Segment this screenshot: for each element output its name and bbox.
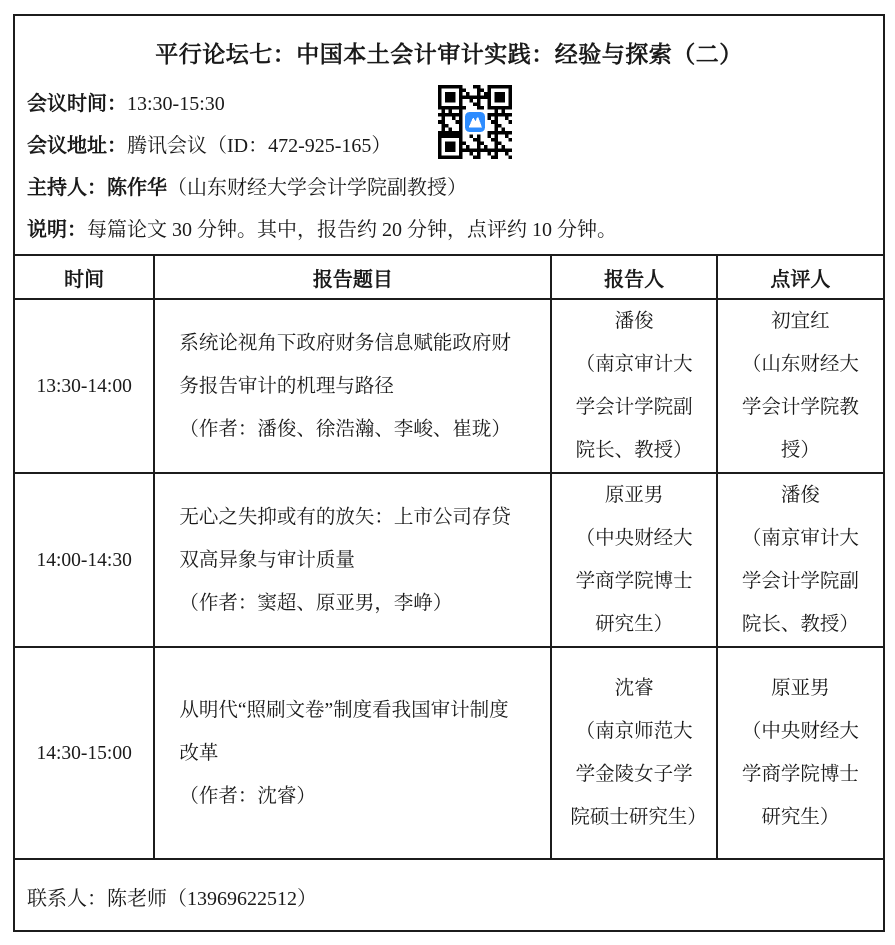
presenter-affiliation: （中央财经大学商学院博士研究生） bbox=[575, 528, 693, 635]
paper-title: 无心之失抑或有的放矢：上市公司存贷双高异象与审计质量 bbox=[179, 506, 511, 571]
tencent-meeting-logo bbox=[465, 112, 485, 132]
session-time: 14:00-14:30 bbox=[15, 473, 154, 647]
session-time: 14:30-15:00 bbox=[15, 647, 154, 859]
col-header-time: 时间 bbox=[15, 255, 154, 299]
presenter-cell bbox=[551, 473, 716, 647]
paper-title-cell bbox=[154, 473, 551, 647]
commenter-name: 初宜红 bbox=[771, 311, 830, 332]
paper-title: 从明代“照刷文卷”制度看我国审计制度改革 bbox=[179, 699, 509, 764]
commenter-cell bbox=[717, 299, 883, 473]
meeting-place-value: 腾讯会议（ID：472-925-165） bbox=[127, 135, 392, 157]
contact-text: 联系人：陈老师（13969622512） bbox=[27, 888, 317, 910]
commenter-affiliation: （南京审计大学会计学院副院长、教授） bbox=[741, 528, 859, 635]
presenter-affiliation: （南京师范大学金陵女子学院硕士研究生） bbox=[570, 721, 707, 828]
table-row bbox=[15, 647, 883, 859]
host-label: 主持人： bbox=[27, 177, 107, 199]
paper-title-cell bbox=[154, 299, 551, 473]
tencent-meeting-qr-code-icon bbox=[435, 85, 515, 159]
note-line bbox=[27, 209, 883, 251]
col-header-commenter: 点评人 bbox=[717, 255, 883, 299]
note-label: 说明： bbox=[27, 219, 87, 241]
commenter-name: 原亚男 bbox=[771, 678, 830, 699]
commenter-affiliation: （山东财经大学会计学院教授） bbox=[741, 354, 859, 461]
paper-title-cell bbox=[154, 647, 551, 859]
session-time: 13:30-14:00 bbox=[15, 299, 154, 473]
presenter-cell bbox=[551, 647, 716, 859]
table-row bbox=[15, 299, 883, 473]
host-name: 陈作华 bbox=[107, 177, 167, 199]
host-line bbox=[27, 167, 883, 209]
commenter-name: 潘俊 bbox=[780, 485, 820, 506]
paper-authors: （作者：潘俊、徐浩瀚、李峻、崔珑） bbox=[179, 418, 511, 440]
paper-authors: （作者：窦超、原亚男，李峥） bbox=[179, 592, 453, 614]
col-header-paper-title: 报告题目 bbox=[154, 255, 551, 299]
schedule-table bbox=[15, 254, 883, 860]
table-row bbox=[15, 473, 883, 647]
commenter-cell bbox=[717, 473, 883, 647]
note-value: 每篇论文 30 分钟。其中，报告约 20 分钟，点评约 10 分钟。 bbox=[87, 219, 617, 241]
table-header-row bbox=[15, 255, 883, 299]
meeting-time-label: 会议时间： bbox=[27, 93, 127, 115]
paper-authors: （作者：沈睿） bbox=[179, 785, 316, 807]
presenter-affiliation: （南京审计大学会计学院副院长、教授） bbox=[575, 354, 693, 461]
commenter-affiliation: （中央财经大学商学院博士研究生） bbox=[741, 721, 859, 828]
host-affiliation: （山东财经大学会计学院副教授） bbox=[167, 177, 467, 199]
meeting-time-value: 13:30-15:30 bbox=[127, 93, 225, 115]
commenter-cell bbox=[717, 647, 883, 859]
presenter-name: 潘俊 bbox=[614, 311, 654, 332]
program-page bbox=[13, 14, 885, 932]
contact-line bbox=[15, 860, 883, 933]
presenter-name: 沈睿 bbox=[614, 678, 654, 699]
meeting-place-label: 会议地址： bbox=[27, 135, 127, 157]
col-header-presenter: 报告人 bbox=[551, 255, 716, 299]
page-title: 平行论坛七：中国本土会计审计实践：经验与探索（二） bbox=[155, 42, 743, 67]
presenter-cell bbox=[551, 299, 716, 473]
paper-title: 系统论视角下政府财务信息赋能政府财务报告审计的机理与路径 bbox=[179, 332, 511, 397]
presenter-name: 原亚男 bbox=[604, 485, 664, 506]
